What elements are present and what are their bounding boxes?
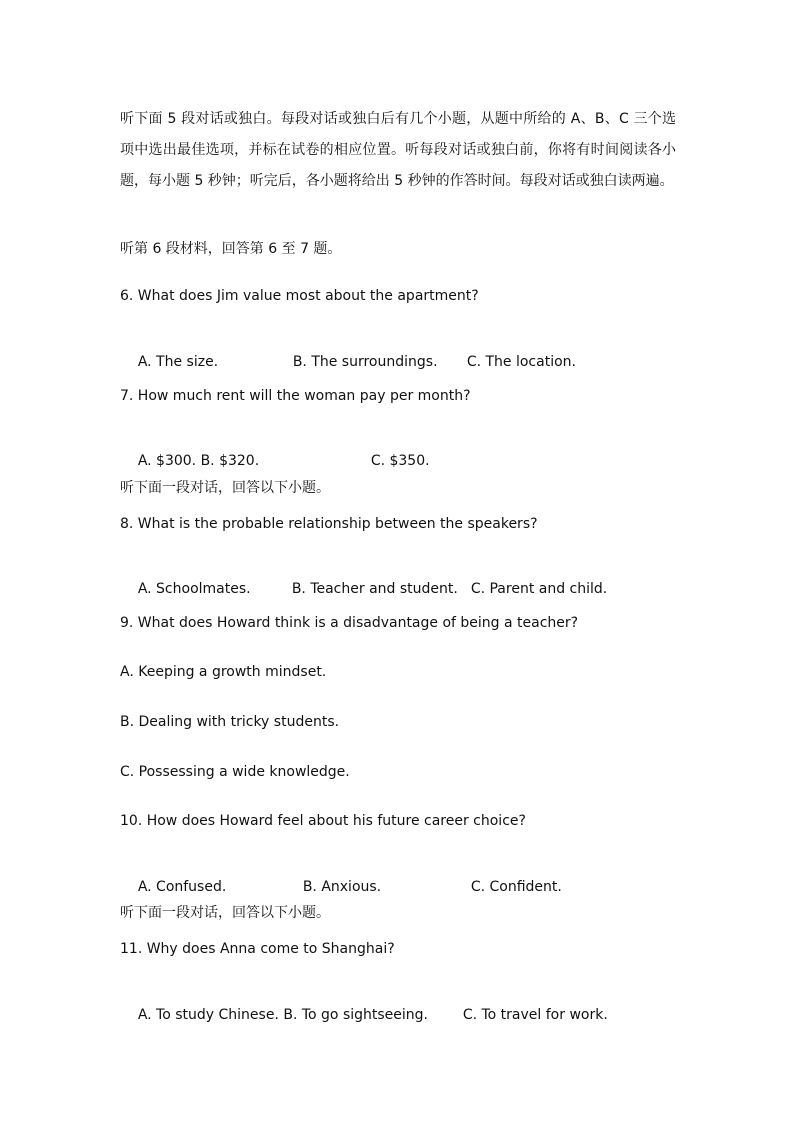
question-6-options (120, 338, 576, 386)
q8-option-a: A. Schoolmates. (137, 581, 251, 597)
q9-option-a: A. Keeping a growth mindset. (120, 664, 327, 680)
q9-option-b: B. Dealing with tricky students. (120, 714, 340, 730)
section-heading-11: 听下面一段对话，回答以下小题。 (120, 905, 330, 921)
section-heading-6-7: 听第 6 段材料，回答第 6 至 7 题。 (120, 241, 342, 257)
q6-option-b: B. The surroundings. (292, 354, 438, 370)
q6-option-c: C. The location. (466, 354, 576, 370)
section-heading-8-10: 听下面一段对话，回答以下小题。 (120, 480, 330, 496)
question-8: 8. What is the probable relationship between the speakers? (120, 516, 538, 532)
q8-option-b: B. Teacher and student. (291, 581, 458, 597)
question-8-options (120, 565, 607, 613)
question-11: 11. Why does Anna come to Shanghai? (120, 941, 395, 957)
question-10: 10. How does Howard feel about his future career choice? (120, 813, 526, 829)
q6-option-a: A. The size. (137, 354, 219, 370)
q10-option-b: B. Anxious. (302, 879, 382, 895)
question-7: 7. How much rent will the woman pay per month? (120, 388, 471, 404)
q11-option-a-b: A. To study Chinese. B. To go sightseeing. (137, 1007, 428, 1023)
q10-option-c: C. Confident. (470, 879, 562, 895)
q7-option-a-b: A. $300. B. $320. (137, 453, 260, 469)
document-page (120, 104, 676, 1023)
question-6: 6. What does Jim value most about the apartment? (120, 288, 479, 304)
q7-option-c: C. $350. (370, 453, 430, 469)
q11-option-c: C. To travel for work. (462, 1007, 608, 1023)
question-11-options (120, 991, 608, 1039)
q10-option-a: A. Confused. (137, 879, 227, 895)
instructions-paragraph: 听下面 5 段对话或独白。每段对话或独白后有几个小题，从题中所给的 A、B、C 三个选项中选出最佳选项，并标在试卷的相应位置。听每段对话或独白前，你将有时间阅读各小题，每小题 5 秒钟；听完后，各小题将给出 5 秒钟的作答时间。每段对话或独白读两遍。 (120, 111, 676, 189)
q9-option-c: C. Possessing a wide knowledge. (120, 764, 350, 780)
q8-option-c: C. Parent and child. (470, 581, 608, 597)
question-9: 9. What does Howard think is a disadvantage of being a teacher? (120, 615, 579, 631)
